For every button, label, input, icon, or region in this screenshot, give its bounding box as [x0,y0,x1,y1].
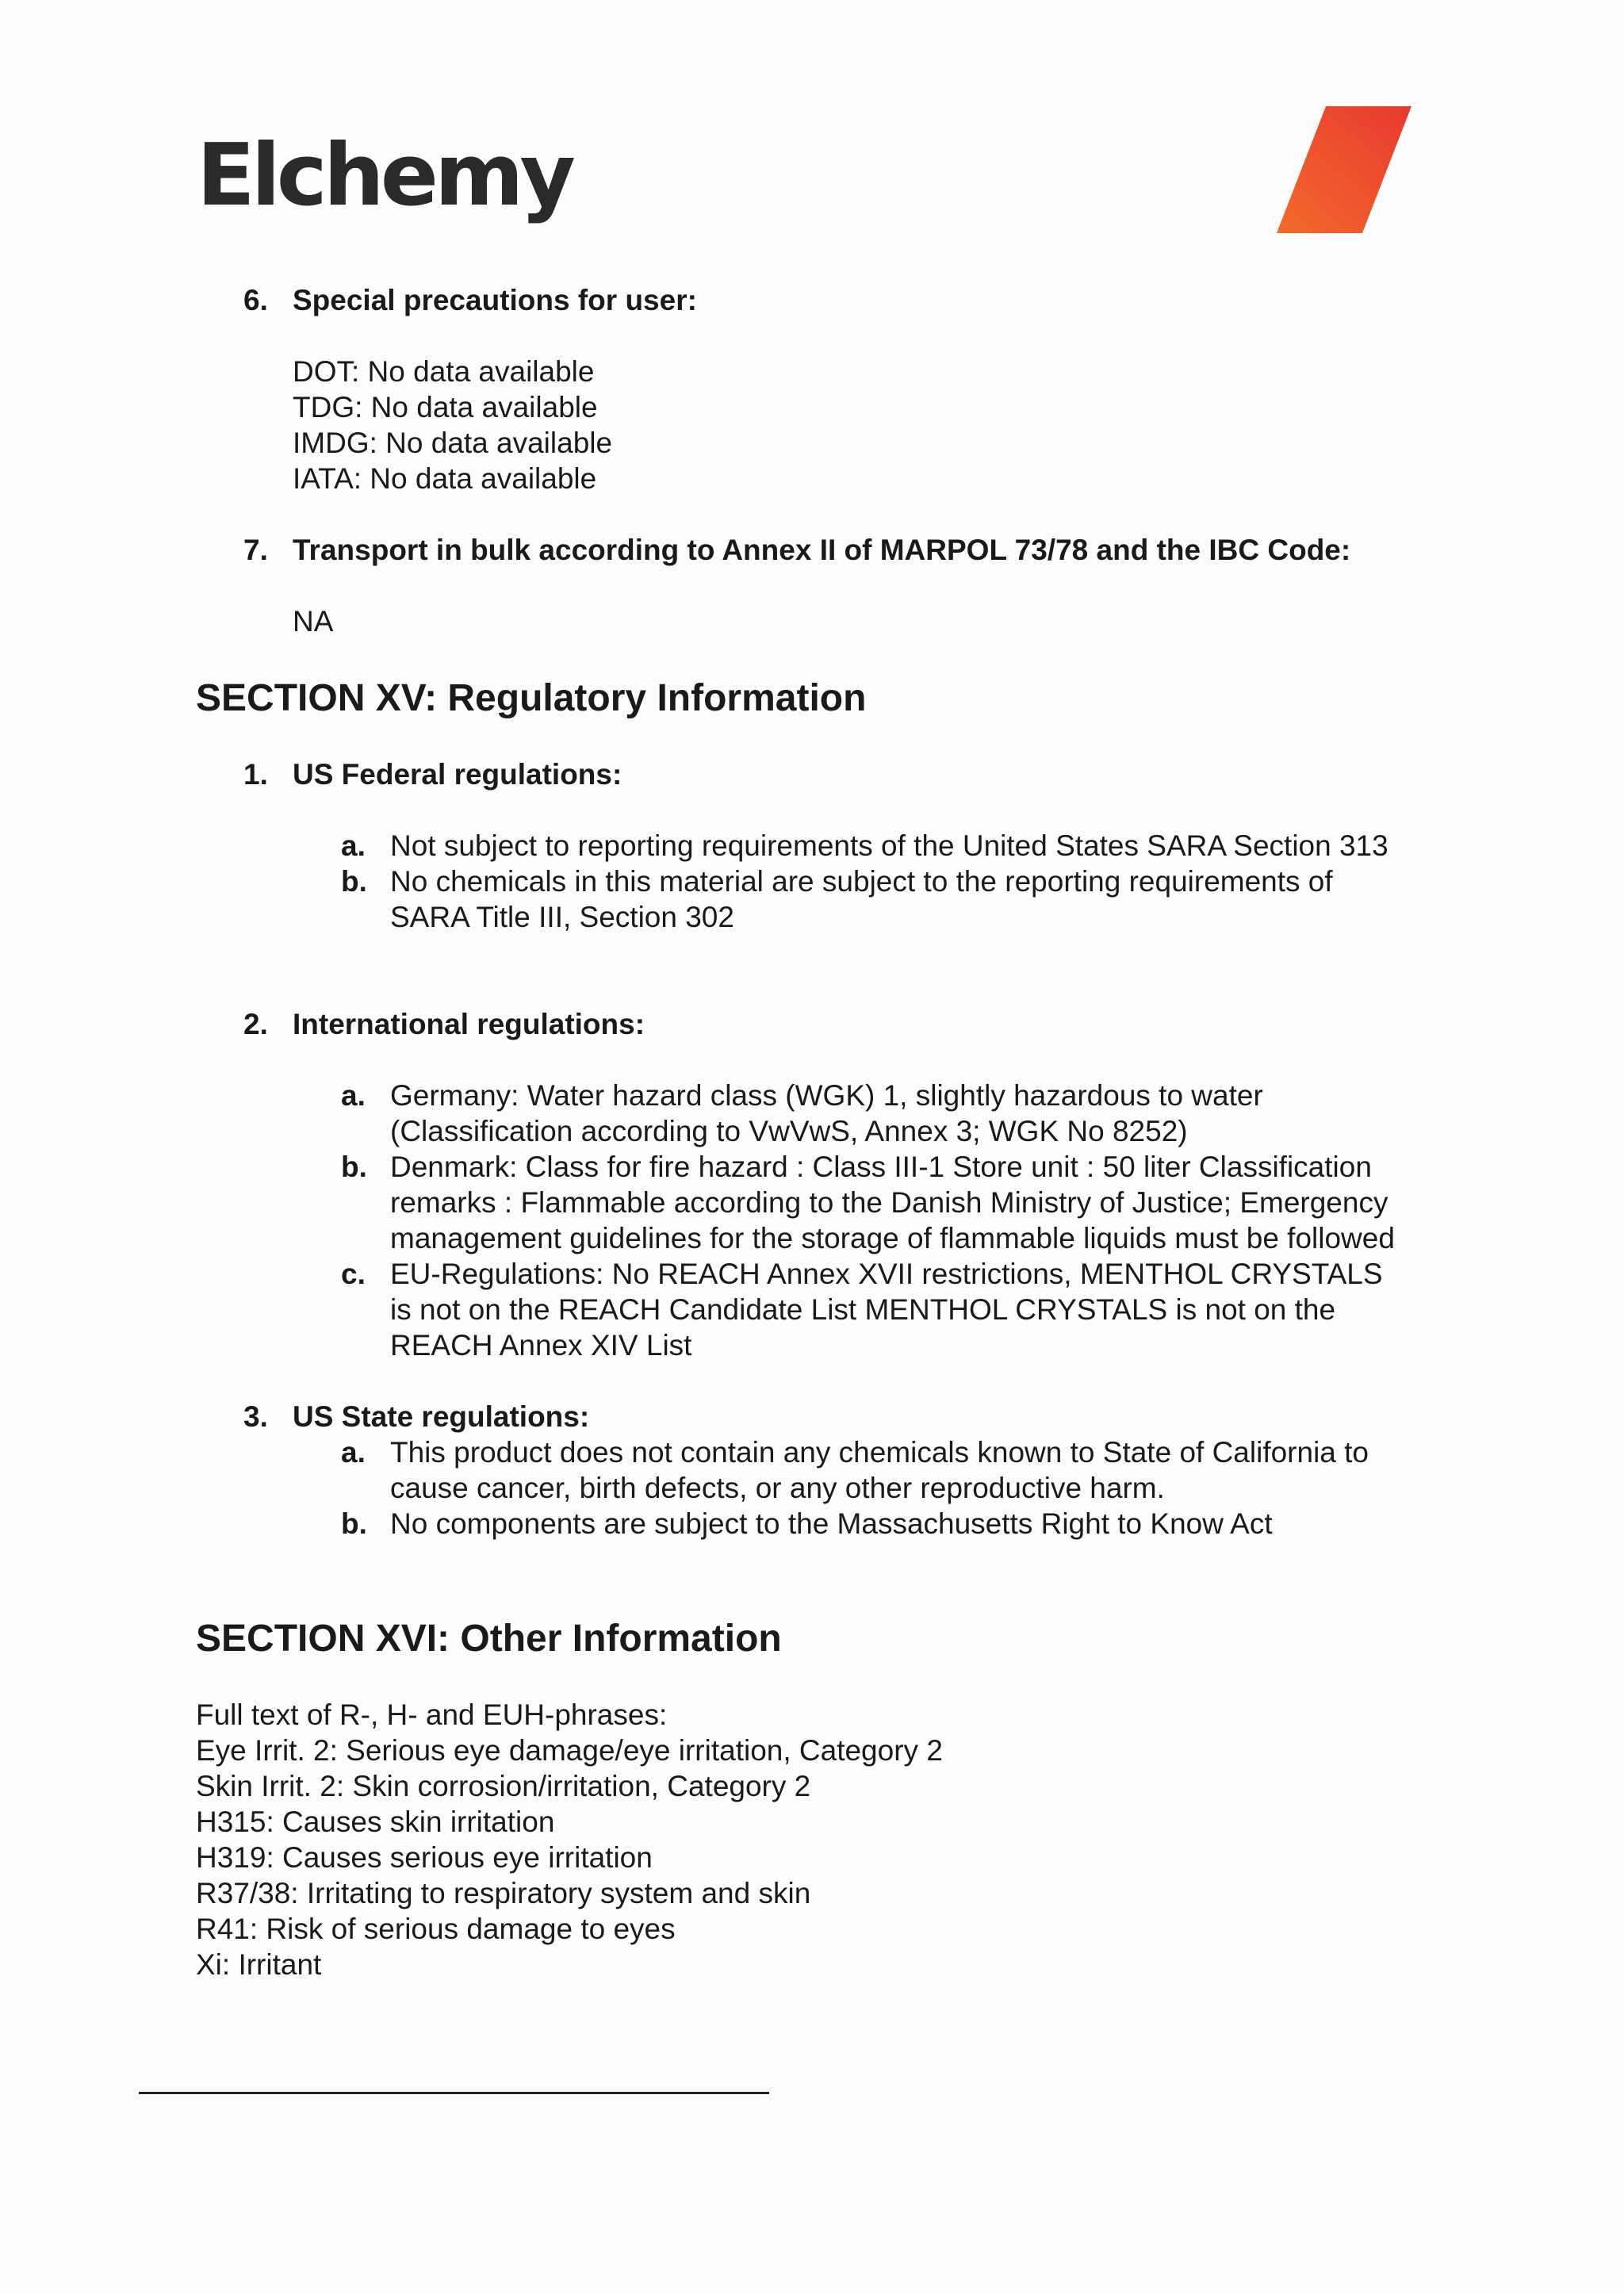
footnote-divider [139,2092,769,2094]
xv-2b-text: Denmark: Class for fire hazard : Class III-1 Store unit : 50 liter Classification [390,1151,1372,1183]
xvi-line: R37/38: Irritating to respiratory system and skin [196,1877,811,1909]
xv-3a-text: This product does not contain any chemicals known to State of California to [390,1436,1369,1469]
item-6-line: IATA: No data available [293,462,597,495]
xv-1b-letter: b. [341,865,367,898]
xvi-line: H319: Causes serious eye irritation [196,1841,653,1874]
section-xvi-heading: SECTION XVI: Other Information [196,1618,782,1660]
item-6-number: 6. [243,284,268,316]
xv-2b-letter: b. [341,1151,367,1183]
xv-3b-text: No components are subject to the Massachusetts Right to Know Act [390,1507,1273,1540]
xv-item-1-number: 1. [243,758,268,791]
item-7-title: Transport in bulk according to Annex II of MARPOL 73/78 and the IBC Code: [293,534,1351,566]
item-6-line: TDG: No data available [293,391,598,423]
xvi-line: R41: Risk of serious damage to eyes [196,1913,676,1945]
elchemy-logo [197,126,572,225]
xv-1b-text: No chemicals in this material are subject to the reporting requirements of [390,865,1333,898]
xv-item-3-number: 3. [243,1400,268,1433]
xv-2b-text: management guidelines for the storage of flammable liquids must be followed [390,1222,1395,1254]
xv-3a-letter: a. [341,1436,366,1469]
xv-2b-text: remarks : Flammable according to the Danish Ministry of Justice; Emergency [390,1186,1388,1219]
item-6-line: IMDG: No data available [293,427,613,459]
xv-2c-text: is not on the REACH Candidate List MENTHOL CRYSTALS is not on the [390,1293,1336,1326]
xvi-line: Eye Irrit. 2: Serious eye damage/eye irritation, Category 2 [196,1734,943,1767]
item-6-title: Special precautions for user: [293,284,697,316]
item-7-line: NA [293,605,334,638]
xv-3b-letter: b. [341,1507,367,1540]
brand-slash-icon [1277,106,1411,233]
xv-2c-text: EU-Regulations: No REACH Annex XVII restrictions, MENTHOL CRYSTALS [390,1258,1383,1290]
xvi-line: Full text of R-, H- and EUH-phrases: [196,1698,668,1731]
xv-2c-letter: c. [341,1258,366,1290]
xv-1a-letter: a. [341,829,366,862]
xv-item-1-title: US Federal regulations: [293,758,622,791]
xvi-line: H315: Causes skin irritation [196,1806,555,1838]
xvi-line: Xi: Irritant [196,1948,322,1981]
xv-1b-text: SARA Title III, Section 302 [390,901,734,933]
xv-2a-text: (Classification according to VwVwS, Annex 3; WGK No 8252) [390,1115,1188,1147]
xv-2a-letter: a. [341,1079,366,1112]
xv-item-2-title: International regulations: [293,1008,645,1040]
xv-2a-text: Germany: Water hazard class (WGK) 1, slightly hazardous to water [390,1079,1263,1112]
section-xv-heading: SECTION XV: Regulatory Information [196,677,867,719]
xv-1a-text: Not subject to reporting requirements of the United States SARA Section 313 [390,829,1388,862]
xvi-line: Skin Irrit. 2: Skin corrosion/irritation, Category 2 [196,1770,811,1802]
xv-2c-text: REACH Annex XIV List [390,1329,692,1361]
xv-3a-text: cause cancer, birth defects, or any other reproductive harm. [390,1472,1165,1504]
item-7-number: 7. [243,534,268,566]
xv-item-2-number: 2. [243,1008,268,1040]
item-6-line: DOT: No data available [293,355,595,388]
xv-item-3-title: US State regulations: [293,1400,590,1433]
logo-text: Elchemy [197,126,572,225]
